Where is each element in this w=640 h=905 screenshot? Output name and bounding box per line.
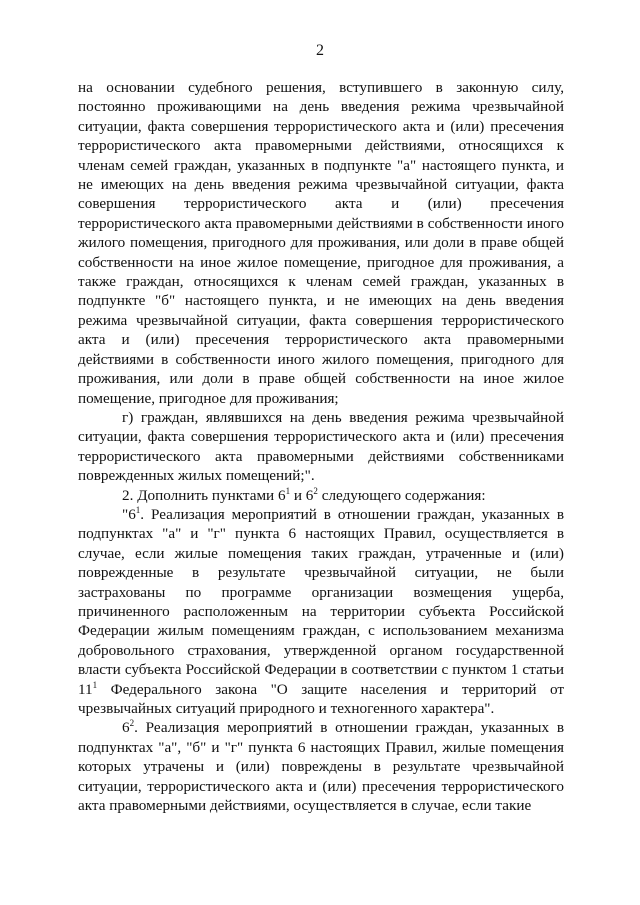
superscript-2: 2 <box>313 485 318 496</box>
amendment-2-text-mid: и 6 <box>290 486 314 504</box>
paragraph-amendment-2 <box>78 486 564 505</box>
point-6-2-superscript: 2 <box>129 718 135 729</box>
point-6-1-number: "6 <box>122 505 136 523</box>
point-6-1-superscript: 1 <box>135 504 141 515</box>
amendment-2-text-end: следующего содержания: <box>317 486 486 504</box>
paragraph-continuation: на основании судебного решения, вступившего в законную силу, постоянно проживающими на день введения режима чрезвычайной ситуации, факта совершения террористического акта и (или) пресечения террористического акта правомерными действиями, относящихся к членам семей граждан, указанных в подпункте "а" настоящего пункта, и не имеющих на день введения режима чрезвычайной ситуации, факта совершения террористического акта и (или) пресечения террористического акта правомерными действиями в собственности иного жилого помещения, пригодного для проживания, или доли в праве общей собственности на иное жилое помещение, пригодное для проживания, а также граждан, относящихся к членам семей граждан, указанных в подпункте "б" настоящего пункта, и не имеющих на день введения режима чрезвычайной ситуации, факта совершения террористического акта и (или) пресечения террористического акта правомерными действиями в собственности иного жилого помещения, пригодного для проживания, или доли в праве общей собственности на иное жилое помещение, пригодное для проживания; <box>78 79 564 407</box>
superscript-1: 1 <box>285 485 291 496</box>
point-6-2-number: 6 <box>122 719 130 737</box>
point-6-1-text: . Реализация мероприятий в отношении граждан, указанных в подпунктах "а" и "г" пункта 6 настоящих Правил, осуществляется в случае, если жилые помещения таких граждан, утраченные и (или) поврежденные в результате чрезвычайной ситуации, не были застрахованы по программе организации возмещения ущерба, причиненного расположенным на территории субъекта Российской Федерации жилым помещениям граждан, с использованием механизма добровольного страхования, утвержденной органом государственной власти субъекта Российской Федерации в соответствии с пунктом 1 статьи 11 <box>78 505 564 698</box>
article-superscript: 1 <box>92 679 98 690</box>
page-number: 2 <box>316 42 324 59</box>
paragraph-point-6-1 <box>78 505 564 718</box>
paragraph-point-6-2 <box>78 718 564 815</box>
point-6-1-text-end: Федерального закона "О защите населения и территорий от чрезвычайных ситуаций природного и техногенного характера". <box>78 680 564 717</box>
paragraph-subitem-g: г) граждан, являвшихся на день введения режима чрезвычайной ситуации, факта совершения террористического акта и (или) пресечения террористического акта правомерными действиями собственниками поврежденных жилых помещений;". <box>78 408 564 485</box>
amendment-2-text-start: 2. Дополнить пунктами 6 <box>122 486 286 504</box>
point-6-2-text: . Реализация мероприятий в отношении граждан, указанных в подпунктах "а", "б" и "г" пункта 6 настоящих Правил, жилые помещения которых утрачены и (или) повреждены в результате чрезвычайной ситуации, террористического акта и (или) пресечения террористического акта правомерными действиями, осуществляется в случае, если такие <box>78 719 564 815</box>
document-body <box>78 78 564 815</box>
